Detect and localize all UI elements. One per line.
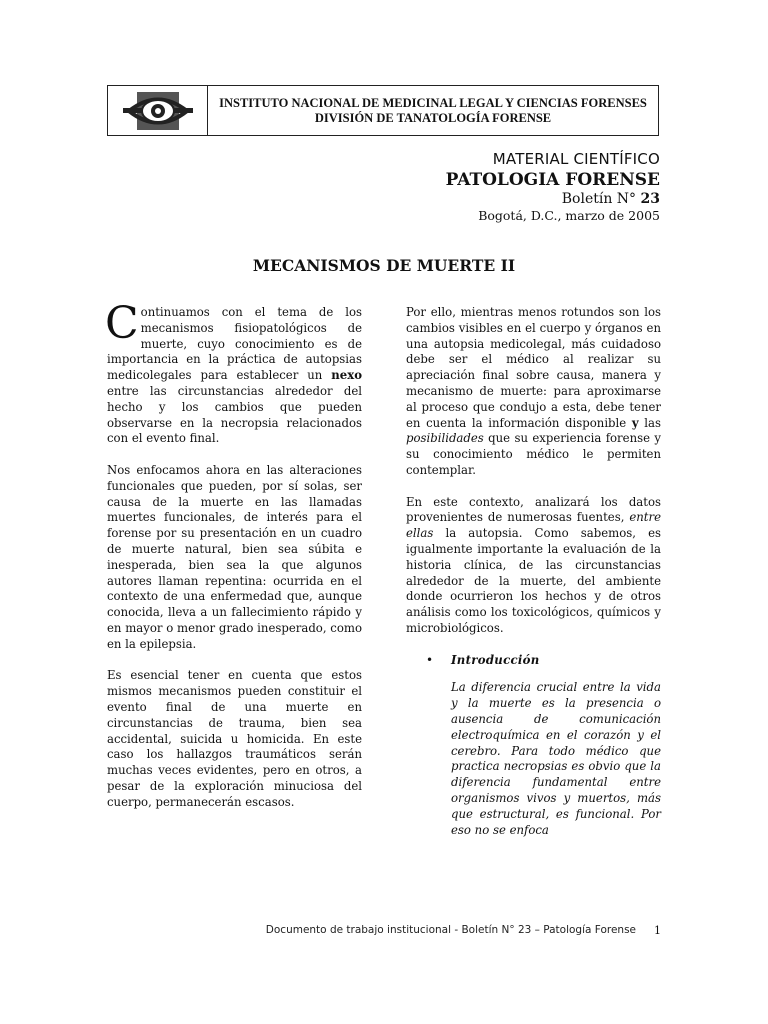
- bold-term: nexo: [331, 368, 362, 383]
- bulletin-number: 23: [640, 191, 660, 207]
- material-label: MATERIAL CIENTÍFICO: [492, 150, 660, 168]
- left-column: [105, 298, 362, 826]
- division-title: DIVISIÓN DE TANATOLOGÍA FORENSE: [314, 110, 552, 125]
- header-box: [107, 85, 659, 136]
- institute-name: [208, 86, 658, 135]
- paragraph: [406, 495, 661, 637]
- bullet-icon: •: [426, 652, 434, 667]
- text-run: que su experiencia forense y su conocimiento médico le permiten contemplar.: [406, 431, 661, 477]
- institute-title: INSTITUTO NACIONAL DE MEDICINAL LEGAL Y CIENCIAS FORENSES: [219, 95, 647, 110]
- subject-title: PATOLOGIA FORENSE: [445, 170, 660, 190]
- section-heading: [406, 653, 661, 669]
- text-run: la autopsia. Como sabemos, es igualmente importante la evaluación de la historia clínica, de las circunstancias alrededor de la muerte, del ambiente donde ocurrieron los hechos y de otros análisis como los toxicológicos, químicos y microbiológicos.: [406, 526, 661, 635]
- article-title: MECANISMOS DE MUERTE II: [252, 256, 516, 275]
- bulletin-label: Boletín N°: [561, 191, 637, 207]
- page-footer: Documento de trabajo institucional - Boletín N° 23 – Patología Forense: [265, 924, 636, 936]
- text-run: ontinuamos con el tema de los mecanismos fisiopatológicos de muerte, cuyo conocimiento es de importancia en la práctica de autopsias medicolegales para establecer un: [107, 305, 362, 383]
- drop-cap: C: [105, 298, 139, 349]
- logo-cell: [108, 86, 208, 135]
- italic-term: posibilidades: [406, 431, 484, 446]
- bulletin-line: [446, 191, 660, 207]
- bulletin-meta: [446, 150, 660, 223]
- paragraph: Nos enfocamos ahora en las alteraciones funcionales que pueden, por sí solas, ser causa de la muerte en las llamadas muertes funcionales, de interés para el forense por su presentación en un cuadro de muerte natural, bien sea súbita e inesperada, bien sea la que algunos autores llaman repentina: ocurrida en el contexto de una enfermedad que, aunque conocida, lleva a un fallecimiento rápido y en mayor o menor grado inesperado, como en la epilepsia.: [107, 462, 362, 651]
- text-run: En este contexto, analizará los datos provenientes de numerosas fuentes,: [406, 494, 661, 525]
- intro-paragraph: La diferencia crucial entre la vida y la muerte es la presencia o ausencia de comunicación electroquímica en el corazón y el cerebro. Para todo médico que practica necropsias es obvio que la diferencia fundamental entre organismos vivos y muertos, más que estructural, es funcional. Por eso no se enfoca: [451, 680, 661, 837]
- text-run: entre las circunstancias alrededor del hecho y los cambios que pueden observarse en la necropsia relacionados con el evento final.: [107, 383, 362, 446]
- section-heading-label: Introducción: [451, 652, 540, 667]
- text-run: las: [638, 415, 661, 430]
- text-run: Por ello, mientras menos rotundos son los cambios visibles en el cuerpo y órganos en una autopsia medicolegal, más cuidadoso debe ser el médico al realizar su apreciación final sobre causa, manera y mecanismo de muerte: para aproximarse al proceso que condujo a esta, debe tener en cuenta la información disponible: [406, 305, 661, 430]
- place-date: Bogotá, D.C., marzo de 2005: [478, 208, 660, 223]
- paragraph: Es esencial tener en cuenta que estos mismos mecanismos pueden constituir el evento final de una muerte en circunstancias de trauma, bien sea accidental, suicida u homicida. En este caso los hallazgos traumáticos serán muchas veces evidentes, pero en otros, a pesar de la exploración minuciosa del cuerpo, permanecerán escasos.: [107, 668, 362, 809]
- institute-logo-icon: [123, 90, 193, 132]
- paragraph: [105, 298, 362, 447]
- paragraph: [406, 305, 661, 479]
- right-column: [406, 305, 661, 838]
- bold-term: y: [631, 415, 639, 430]
- page-number: 1: [654, 924, 661, 937]
- italic-term: entre ellas: [406, 510, 661, 541]
